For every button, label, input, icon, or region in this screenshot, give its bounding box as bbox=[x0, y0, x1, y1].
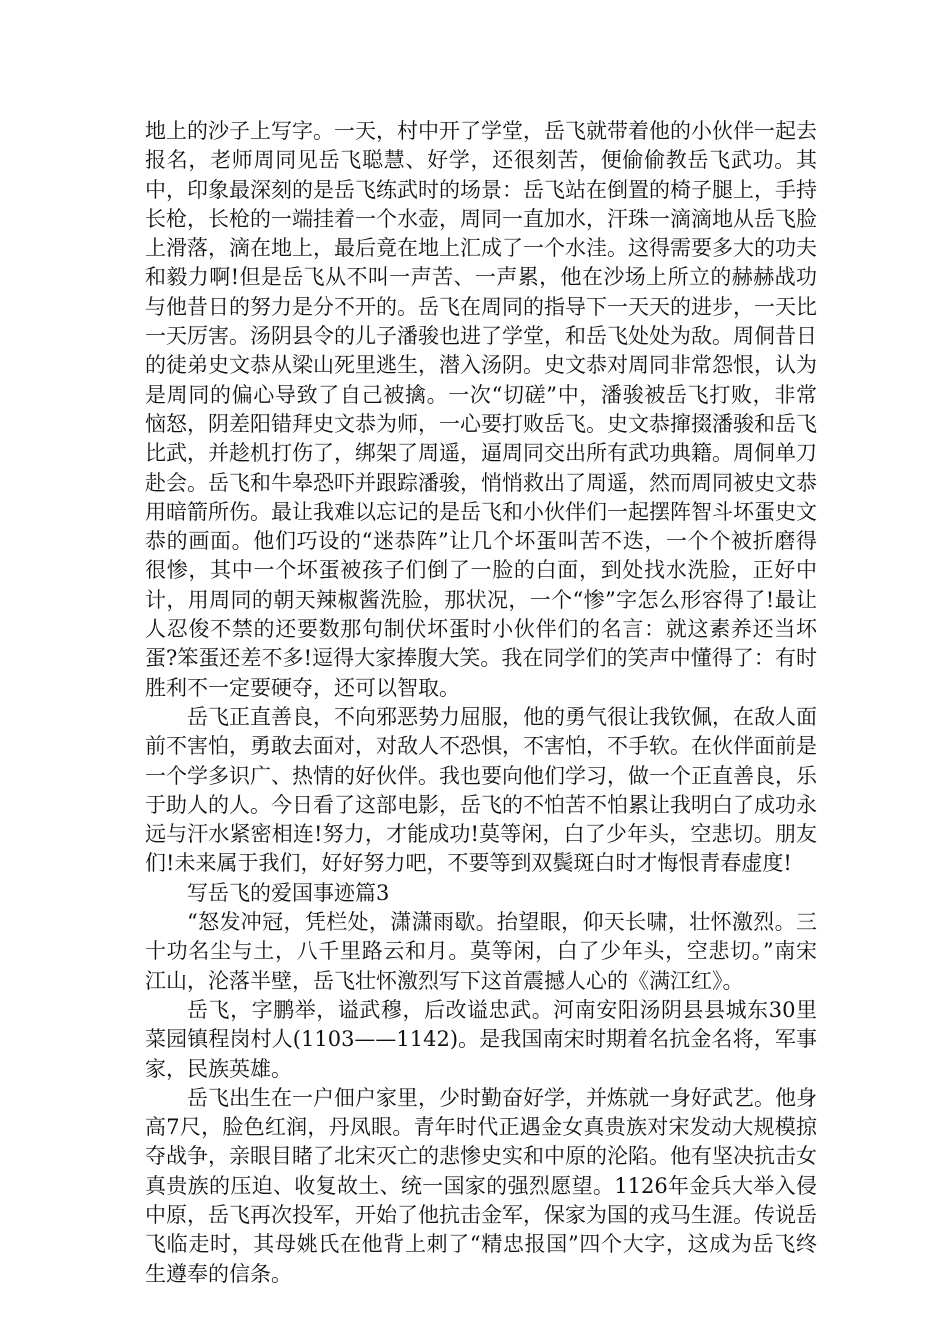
paragraph-continuation: 地上的沙子上写字。一天，村中开了学堂，岳飞就带着他的小伙伴一起去报名，老师周同见岳飞聪慧、好学，还很刻苦，便偷偷教岳飞武功。其中，印象最深刻的是岳飞练武时的场景：岳飞站在倒置的椅子腿上，手持长枪，长枪的一端挂着一个水壶，周同一直加水，汗珠一滴滴地从岳飞脸上滑落，滴在地上，最后竟在地上汇成了一个水洼。这得需要多大的功夫和毅力啊!但是岳飞从不叫一声苦、一声累，他在沙场上所立的赫赫战功与他昔日的努力是分不开的。岳飞在周同的指导下一天天的进步，一天比一天厉害。汤阴县令的儿子潘骏也进了学堂，和岳飞处处为敌。周侗昔日的徒弟史文恭从梁山死里逃生，潜入汤阴。史文恭对周同非常怨恨，认为是周同的偏心导致了自己被擒。一次“切磋”中，潘骏被岳飞打败，非常恼怒，阴差阳错拜史文恭为师，一心要打败岳飞。史文恭撺掇潘骏和岳飞比武，并趁机打伤了，绑架了周遥，逼周同交出所有武功典籍。周侗单刀赴会。岳飞和牛皋恐吓并跟踪潘骏，悄悄救出了周遥，然而周同被史文恭用暗箭所伤。最让我难以忘记的是岳飞和小伙伴们一起摆阵智斗坏蛋史文恭的画面。他们巧设的“迷恭阵”让几个坏蛋叫苦不迭，一个个被折磨得很惨，其中一个坏蛋被孩子们倒了一脸的白面，到处找水洗脸，正好中计，用周同的朝天辣椒酱洗脸，那状况，一个“惨”字怎么形容得了!最让人忍俊不禁的还要数那句制伏坏蛋时小伙伴们的名言：就这素养还当坏蛋?笨蛋还差不多!逗得大家捧腹大笑。我在同学们的笑声中懂得了：有时胜利不一定要硬夺，还可以智取。 bbox=[145, 119, 817, 700]
paragraph-biography: 岳飞，字鹏举，谥武穆，后改谥忠武。河南安阳汤阴县县城东30里菜园镇程岗村人(1103——1142)。是我国南宋时期着名抗金名将，军事家，民族英雄。 bbox=[145, 997, 817, 1081]
section-heading: 写岳飞的爱国事迹篇3 bbox=[187, 880, 390, 905]
document-body bbox=[145, 117, 817, 1289]
paragraph-early-life: 岳飞出生在一户佃户家里，少时勤奋好学，并炼就一身好武艺。他身高7尺，脸色红润，丹凤眼。青年时代正遇金女真贵族对宋发动大规模掠夺战争，亲眼目睹了北宋灭亡的悲惨史实和中原的沦陷。他有坚决抗击女真贵族的压迫、收复故土、统一国家的强烈愿望。1126年金兵大举入侵中原，岳飞再次投军，开始了他抗击金军，保家为国的戎马生涯。传说岳飞临走时，其母姚氏在他背上刺了“精忠报国”四个大字，这成为岳飞终生遵奉的信条。 bbox=[145, 1085, 817, 1286]
paragraph-reflection: 岳飞正直善良，不向邪恶势力屈服，他的勇气很让我钦佩，在敌人面前不害怕，勇敢去面对，对敌人不恐惧，不害怕，不手软。在伙伴面前是一个学多识广、热情的好伙伴。我也要向他们学习，做一个正直善良，乐于助人的人。今日看了这部电影，岳飞的不怕苦不怕累让我明白了成功永远与汗水紧密相连!努力，才能成功!莫等闲，白了少年头，空悲切。朋友们!未来属于我们，好好努力吧，不要等到双鬓斑白时才悔恨青春虚度! bbox=[145, 704, 817, 876]
paragraph-poem-quote: “怒发冲冠，凭栏处，潇潇雨歇。抬望眼，仰天长啸，壮怀激烈。三十功名尘与土，八千里路云和月。莫等闲，白了少年头，空悲切。”南宋江山，沦落半壁，岳飞壮怀激烈写下这首震撼人心的《满江红》。 bbox=[145, 910, 817, 993]
